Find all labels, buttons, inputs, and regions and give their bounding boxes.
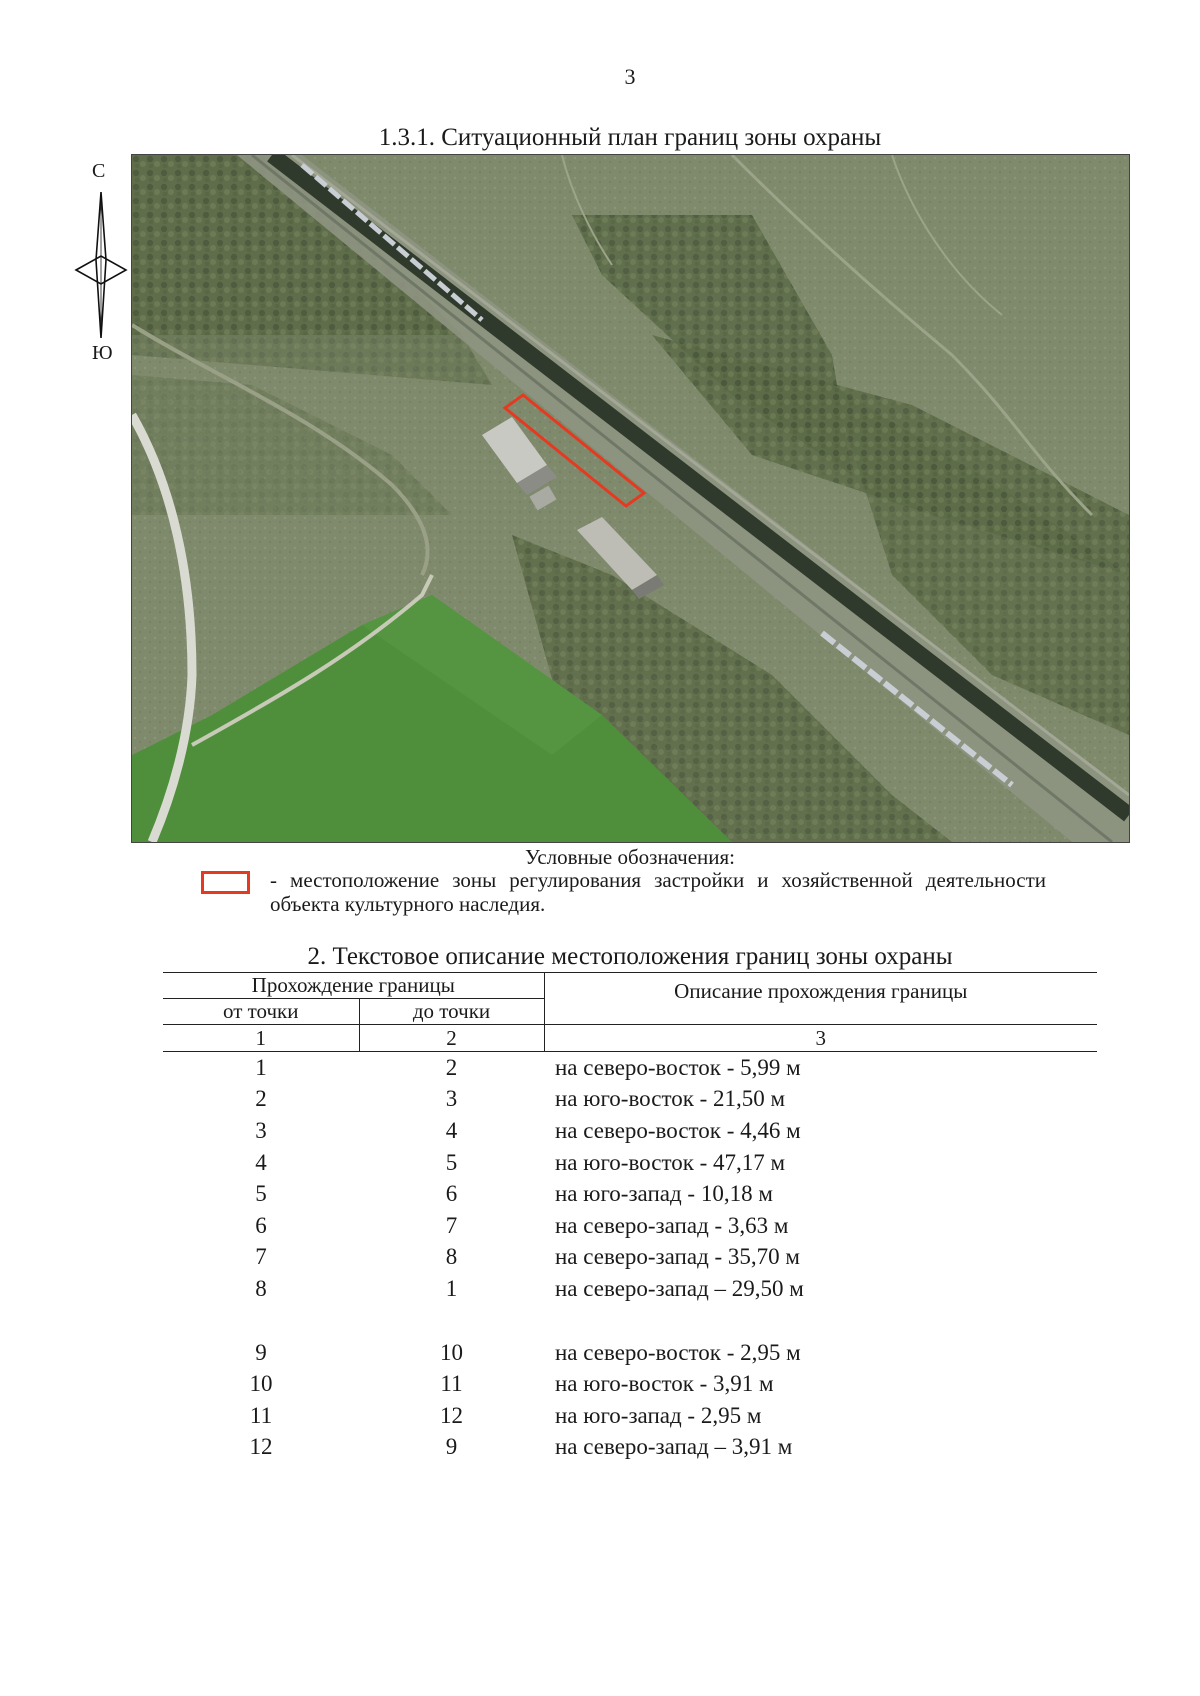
header-boundary-passage: Прохождение границы bbox=[163, 973, 544, 999]
boundary-description: на северо-запад - 3,63 м bbox=[555, 1212, 789, 1238]
table-row bbox=[163, 1084, 1097, 1116]
boundary-description: на северо-восток - 2,95 м bbox=[555, 1339, 801, 1365]
boundary-description: на северо-восток - 4,46 м bbox=[555, 1117, 801, 1143]
to-point: 2 bbox=[445, 1054, 458, 1080]
table-row bbox=[163, 1242, 1097, 1274]
column-number-2: 2 bbox=[359, 1025, 544, 1052]
from-point: 7 bbox=[255, 1244, 267, 1270]
to-point: 5 bbox=[445, 1149, 458, 1175]
compass-rose bbox=[74, 160, 130, 370]
to-point: 10 bbox=[440, 1339, 463, 1365]
boundary-description: на северо-запад - 35,70 м bbox=[555, 1244, 800, 1270]
legend-title: Условные обозначения: bbox=[524, 845, 736, 869]
to-point: 3 bbox=[445, 1086, 458, 1112]
page-number: 3 bbox=[624, 64, 636, 89]
boundary-description: на юго-запад - 10,18 м bbox=[555, 1181, 773, 1207]
from-point: 4 bbox=[255, 1149, 267, 1175]
to-point: 6 bbox=[445, 1181, 458, 1207]
to-point: 7 bbox=[445, 1212, 458, 1238]
to-point: 11 bbox=[440, 1371, 463, 1397]
to-point: 12 bbox=[440, 1402, 463, 1428]
to-point: 4 bbox=[445, 1117, 458, 1143]
table-row bbox=[163, 1147, 1097, 1179]
plan-title: 1.3.1. Ситуационный план границ зоны охраны bbox=[378, 124, 882, 151]
compass-arrow-icon bbox=[74, 190, 130, 340]
table-row bbox=[163, 1400, 1097, 1432]
legend-zone-text: - местоположение зоны регулирования застройки и хозяйственной деятельности объекта культурного наследия. bbox=[270, 868, 1046, 916]
boundary-description: на юго-восток - 47,17 м bbox=[555, 1149, 786, 1175]
table-row bbox=[163, 1337, 1097, 1369]
compass-north-label: С bbox=[92, 160, 106, 182]
situation-map bbox=[131, 154, 1130, 843]
column-number-1: 1 bbox=[163, 1025, 359, 1052]
from-point: 9 bbox=[255, 1339, 267, 1365]
to-point: 8 bbox=[445, 1244, 458, 1270]
from-point: 8 bbox=[255, 1275, 267, 1301]
header-description: Описание прохождения границы bbox=[544, 973, 1097, 1025]
boundary-description: на юго-запад - 2,95 м bbox=[555, 1402, 762, 1428]
from-point: 1 bbox=[255, 1054, 267, 1080]
from-point: 11 bbox=[249, 1402, 273, 1428]
to-point: 1 bbox=[445, 1275, 458, 1301]
compass-south-label: Ю bbox=[92, 342, 113, 364]
column-number-3: 3 bbox=[544, 1025, 1097, 1052]
boundary-description: на северо-запад – 29,50 м bbox=[555, 1275, 804, 1301]
to-point: 9 bbox=[445, 1434, 458, 1460]
table-row bbox=[163, 1368, 1097, 1400]
section-title: 2. Текстовое описание местоположения границ зоны охраны bbox=[307, 943, 953, 970]
from-point: 12 bbox=[249, 1434, 273, 1460]
boundary-description-table bbox=[163, 972, 1097, 1463]
boundary-description: на северо-восток - 5,99 м bbox=[555, 1054, 801, 1080]
from-point: 10 bbox=[249, 1371, 273, 1397]
boundary-description: на юго-восток - 3,91 м bbox=[555, 1371, 774, 1397]
legend-zone-swatch bbox=[201, 871, 250, 894]
table-row bbox=[163, 1178, 1097, 1210]
from-point: 2 bbox=[255, 1086, 267, 1112]
header-to-point: до точки bbox=[359, 999, 544, 1025]
boundary-description: на юго-восток - 21,50 м bbox=[555, 1086, 786, 1112]
table-row bbox=[163, 1273, 1097, 1305]
table-row bbox=[163, 1052, 1097, 1084]
table-row bbox=[163, 1115, 1097, 1147]
from-point: 3 bbox=[255, 1117, 267, 1143]
header-from-point: от точки bbox=[163, 999, 359, 1025]
table-row bbox=[163, 1432, 1097, 1464]
from-point: 6 bbox=[255, 1212, 267, 1238]
table-spacer-row bbox=[163, 1305, 1097, 1337]
table-row bbox=[163, 1210, 1097, 1242]
boundary-description: на северо-запад – 3,91 м bbox=[555, 1434, 793, 1460]
from-point: 5 bbox=[255, 1181, 267, 1207]
